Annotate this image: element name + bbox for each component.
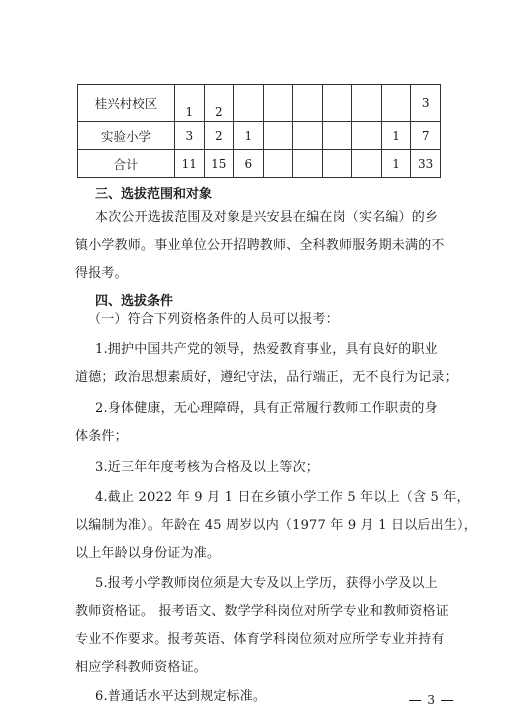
section-heading-scope: 三、选拔范围和对象 bbox=[95, 187, 213, 202]
subsection-heading: （一）符合下列资格条件的人员可以报考： bbox=[88, 312, 339, 327]
condition-item-5: 5.报考小学教师岗位须是大专及以上学历，获得小学及以上 bbox=[95, 576, 438, 591]
table-cell bbox=[263, 122, 293, 150]
table-row bbox=[78, 122, 441, 150]
table-cell bbox=[322, 85, 352, 122]
condition-item-5-cont: 专业不作要求。报考英语、体育学科岗位须对应所学专业并持有 bbox=[75, 632, 445, 647]
table-cell bbox=[263, 150, 293, 178]
table-cell: 2 bbox=[204, 122, 234, 150]
table-cell-total: 3 bbox=[411, 85, 441, 122]
paragraph-line: 得报考。 bbox=[75, 266, 128, 281]
table-cell: 3 bbox=[175, 122, 205, 150]
table-cell: 6 bbox=[234, 150, 264, 178]
table-cell bbox=[352, 150, 382, 178]
table-cell-total: 7 bbox=[411, 122, 441, 150]
table-row bbox=[78, 150, 441, 178]
table-row bbox=[78, 85, 441, 122]
condition-item-2: 2.身体健康，无心理障碍，具有正常履行教师工作职责的身 bbox=[95, 401, 438, 416]
table-cell bbox=[293, 85, 323, 122]
table-cell bbox=[381, 85, 411, 122]
table-cell: 1 bbox=[381, 122, 411, 150]
condition-item-4: 4.截止 2022 年 9 月 1 日在乡镇小学工作 5 年以上（含 5 年， bbox=[95, 490, 470, 505]
table-cell-school: 合计 bbox=[78, 150, 175, 178]
dash-decoration bbox=[441, 700, 453, 701]
table-cell: 1 bbox=[175, 85, 205, 122]
table-cell: 11 bbox=[175, 150, 205, 178]
table-cell: 2 bbox=[204, 85, 234, 122]
dash-decoration bbox=[409, 700, 421, 701]
table-cell bbox=[352, 85, 382, 122]
table-cell: 15 bbox=[204, 150, 234, 178]
condition-item-1-cont: 道德；政治思想素质好，遵纪守法，品行端正，无不良行为记录； bbox=[75, 370, 458, 385]
table-cell bbox=[322, 150, 352, 178]
paragraph-line: 镇小学教师。事业单位公开招聘教师、全科教师服务期未满的不 bbox=[75, 238, 445, 253]
condition-item-5-cont: 相应学科教师资格证。 bbox=[75, 660, 208, 675]
paragraph-line: 本次公开选拔范围及对象是兴安县在编在岗（实名编）的乡 bbox=[95, 210, 439, 225]
quota-table bbox=[77, 84, 441, 178]
condition-item-6: 6.普通话水平达到规定标准。 bbox=[95, 689, 267, 704]
table-cell bbox=[322, 122, 352, 150]
table-cell: 1 bbox=[234, 122, 264, 150]
condition-item-5-cont: 教师资格证。 报考语文、数学学科岗位对所学专业和教师资格证 bbox=[75, 604, 449, 619]
table-cell-school: 实验小学 bbox=[78, 122, 175, 150]
condition-item-2-cont: 体条件； bbox=[75, 429, 128, 444]
table-cell bbox=[352, 122, 382, 150]
table-cell bbox=[263, 85, 293, 122]
condition-item-3: 3.近三年年度考核为合格及以上等次； bbox=[95, 460, 320, 475]
condition-item-4-cont: 以上年龄以身份证为准。 bbox=[75, 546, 221, 561]
table-cell bbox=[293, 122, 323, 150]
table-cell: 1 bbox=[381, 150, 411, 178]
table-cell-total: 33 bbox=[411, 150, 441, 178]
page-number-text: 3 bbox=[427, 693, 435, 707]
table-cell bbox=[293, 150, 323, 178]
table-cell bbox=[234, 85, 264, 122]
table-cell-school: 桂兴村校区 bbox=[78, 85, 175, 122]
page-number bbox=[409, 693, 453, 707]
condition-item-4-cont: 以编制为准）。年龄在 45 周岁以内（1977 年 9 月 1 日以后出生）， bbox=[75, 518, 477, 533]
section-heading-conditions: 四、选拔条件 bbox=[95, 294, 174, 309]
condition-item-1: 1.拥护中国共产党的领导，热爱教育事业，具有良好的职业 bbox=[95, 342, 438, 357]
